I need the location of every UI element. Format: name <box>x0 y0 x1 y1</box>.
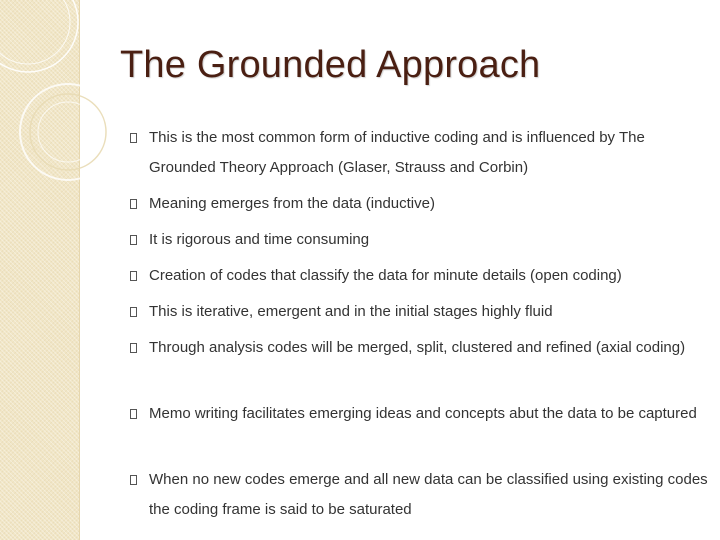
bullet-text: Memo writing facilitates emerging ideas and concepts abut the data to be captured <box>149 405 697 422</box>
bullet-square-icon <box>130 199 137 209</box>
bullet-text: Creation of codes that classify the data for minute details (open coding) <box>149 267 622 284</box>
bullet-square-icon <box>130 475 137 485</box>
bullet-square-icon <box>130 409 137 419</box>
bullet-square-icon <box>130 343 137 353</box>
bullet-text: Meaning emerges from the data (inductive) <box>149 195 435 212</box>
bullet-square-icon <box>130 271 137 281</box>
bullet-text: It is rigorous and time consuming <box>149 231 370 248</box>
bullet-text: When no new codes emerge and all new data can be classified using existing codes the coding frame is said to be saturated <box>149 471 708 518</box>
bullet-square-icon <box>130 235 137 245</box>
bullet-square-icon <box>130 307 137 317</box>
slide-title: The Grounded Approach <box>120 44 541 86</box>
bullet-square-icon <box>130 133 137 143</box>
bullet-text: This is iterative, emergent and in the initial stages highly fluid <box>149 303 553 320</box>
bullet-text: Through analysis codes will be merged, split, clustered and refined (axial coding) <box>149 339 686 356</box>
bullet-text: This is the most common form of inductive coding and is influenced by The Grounded Theory Approach (Glaser, Strauss and Corbin) <box>149 129 645 176</box>
decorative-circles-icon <box>0 0 120 200</box>
